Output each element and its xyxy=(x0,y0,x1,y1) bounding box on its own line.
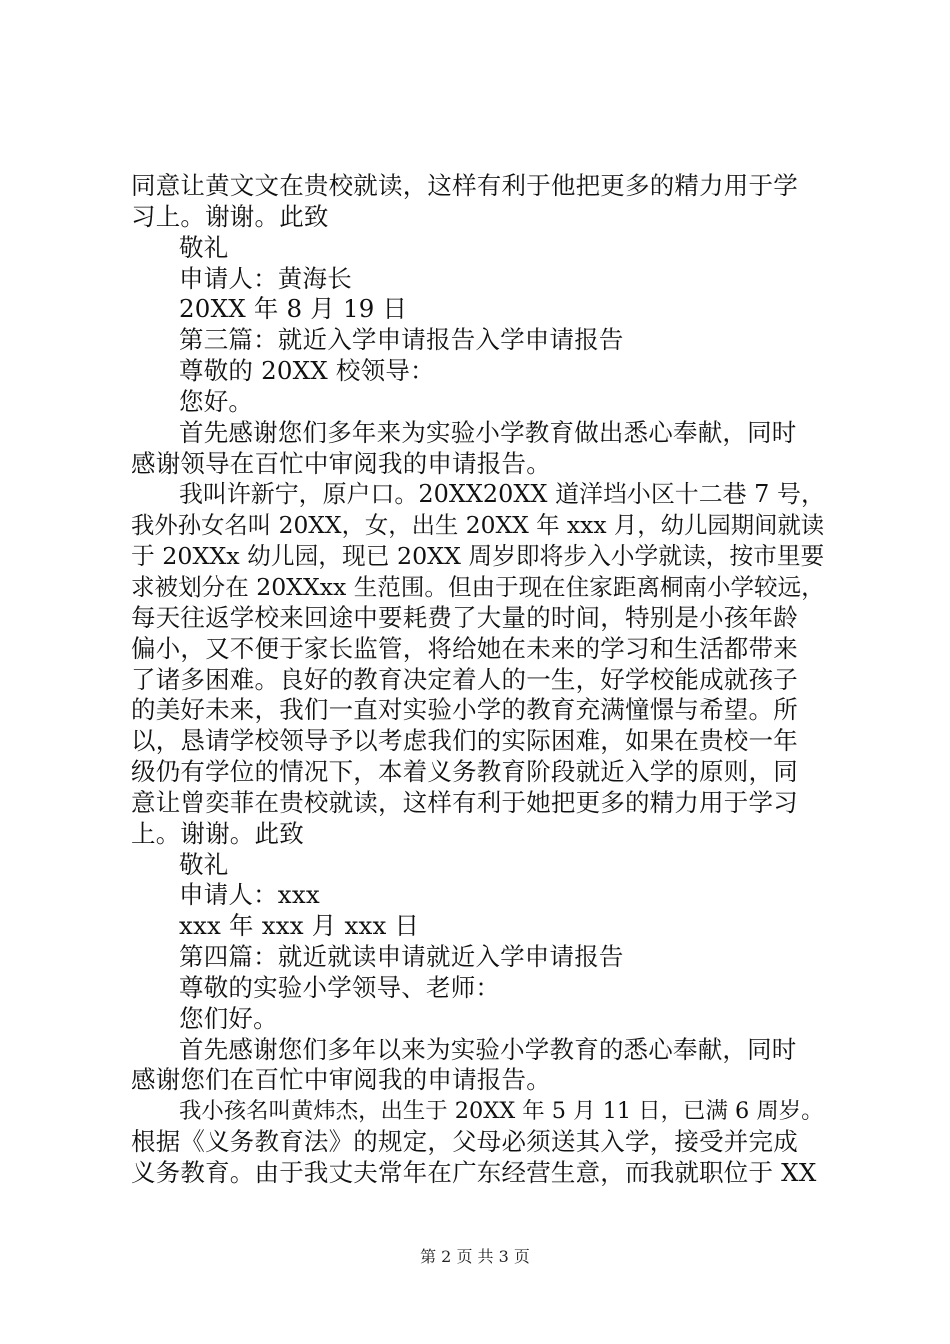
text-line: 申请人：xxx xyxy=(179,880,320,910)
text-line: 意让曾奕菲在贵校就读，这样有利于她把更多的精力用于学习 xyxy=(131,787,798,817)
page-footer xyxy=(0,1244,950,1267)
text-line: 根据《义务教育法》的规定，父母必须送其入学，接受并完成 xyxy=(131,1127,798,1157)
text-line: 义务教育。由于我丈夫常年在广东经营生意，而我就职位于 XX xyxy=(131,1158,817,1187)
text-line: 尊敬的 20XX 校领导： xyxy=(179,356,435,386)
text-line: 上。谢谢。此致 xyxy=(131,818,304,848)
text-line: 敬礼 xyxy=(179,232,229,262)
text-line: 第四篇：就近就读申请就近入学申请报告 xyxy=(179,942,624,972)
text-line: xxx 年 xxx 月 xxx 日 xyxy=(179,911,420,941)
text-line: 我小孩名叫黄炜杰，出生于 20XX 年 5 月 11 日，已满 6 周岁。 xyxy=(179,1098,824,1125)
text-line: 感谢领导在百忙中审阅我的申请报告。 xyxy=(131,448,551,478)
text-line: 同意让黄文文在贵校就读，这样有利于他把更多的精力用于学 xyxy=(131,171,798,200)
text-line: 习上。谢谢。此致 xyxy=(131,201,329,231)
text-line: 申请人：黄海长 xyxy=(179,263,352,293)
text-line: 了诸多困难。良好的教育决定着人的一生，好学校能成就孩子 xyxy=(131,664,798,694)
text-line: 您们好。 xyxy=(179,1003,278,1033)
text-line: 以，恳请学校领导予以考虑我们的实际困难，如果在贵校一年 xyxy=(131,726,798,756)
text-line: 于 20XXx 幼儿园，现已 20XX 周岁即将步入小学就读，按市里要 xyxy=(131,542,825,571)
text-line: 20XX 年 8 月 19 日 xyxy=(179,294,408,324)
text-line: 您好。 xyxy=(179,386,254,416)
text-line: 偏小，又不便于家长监管，将给她在未来的学习和生活都带来 xyxy=(131,633,798,663)
page-number-label: 第 2 页 共 3 页 xyxy=(420,1247,530,1266)
text-line: 尊敬的实验小学领导、老师： xyxy=(179,972,501,1002)
text-line: 感谢您们在百忙中审阅我的申请报告。 xyxy=(131,1065,551,1095)
text-line: 第三篇：就近入学申请报告入学申请报告 xyxy=(179,325,624,355)
text-line: 首先感谢您们多年以来为实验小学教育的悉心奉献，同时 xyxy=(179,1034,797,1064)
text-line: 级仍有学位的情况下，本着义务教育阶段就近入学的原则，同 xyxy=(131,757,798,787)
text-line: 首先感谢您们多年来为实验小学教育做出悉心奉献，同时 xyxy=(179,417,797,447)
text-line: 每天往返学校来回途中要耗费了大量的时间，特别是小孩年龄 xyxy=(131,602,798,632)
text-line: 的美好未来，我们一直对实验小学的教育充满憧憬与希望。所 xyxy=(131,695,798,725)
document-body xyxy=(131,171,831,1189)
text-line: 求被划分在 20XXxx 生范围。但由于现在住家距离桐南小学较远， xyxy=(131,572,825,601)
text-line: 我叫许新宁，原户口。20XX20XX 道洋垱小区十二巷 7 号， xyxy=(179,480,825,509)
text-line: 敬礼 xyxy=(179,849,229,879)
text-line: 我外孙女名叫 20XX，女，出生 20XX 年 xxx 月，幼儿园期间就读 xyxy=(131,511,825,540)
